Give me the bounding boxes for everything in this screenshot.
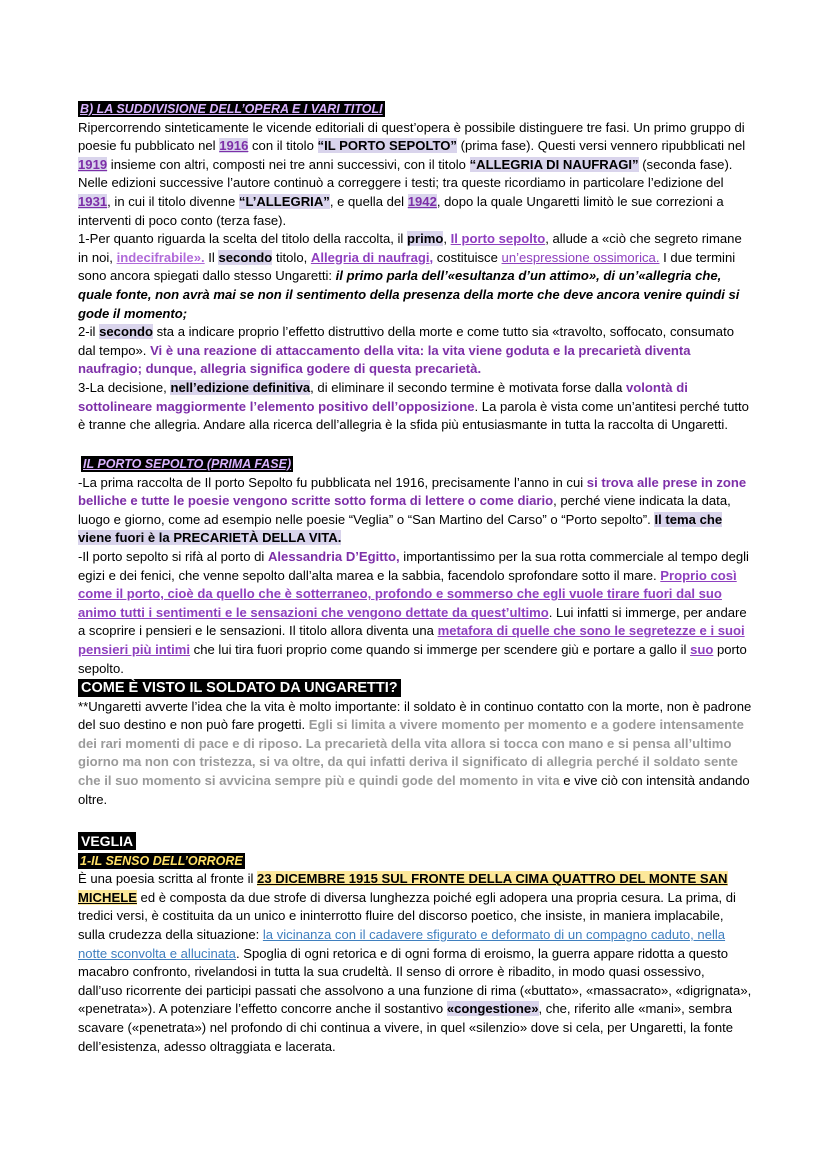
keyword-congestione: «congestione» <box>446 1001 539 1017</box>
text: importantissimo per la sua rotta commerciale al tempo degli egizi e dei fenici, che venne sepolto dall’alta marea e la sabbia, facendolo sprofondare sotto il mare. <box>78 548 749 583</box>
veglia-subheading: 1-IL SENSO DELL’ORRORE <box>80 853 243 868</box>
text: , allude a «ciò che segreto rimane in noi, <box>78 231 742 265</box>
paragraph-soldato <box>78 698 752 810</box>
text: **Ungaretti avverte l’idea che la vita è molto importante: il soldato è in continuo contatto con la morte, non è padrone del suo destino e non può fare progetti. <box>78 698 752 733</box>
keyword-edizione-definitiva: nell’edizione definitiva <box>170 379 311 395</box>
text: . Spoglia di ogni retorica e di ogni forma di eroismo, la guerra appare ridotta a questo macabro confronto, rivelandosi in tutta la sua crudeltà. Il senso di orrore è ribadito, in modo quasi ossessivo, dall’uso ricorrente dei participi passati che assolvono a una funzione di rima («buttato», «massacrato», «digrignata», «penetrata»). A potenziare l’effetto concorre anche il sostantivo <box>78 945 752 1017</box>
paragraph-prima-raccolta <box>78 474 752 548</box>
section-b-heading: B) LA SUDDIVISIONE DELL’OPERA E I VARI TITOLI <box>80 102 383 116</box>
keyword-porto-sepolto: Il porto sepolto <box>450 231 546 247</box>
quote-ungaretti: il primo parla dell’«esultanza d’un attimo», di un’«allegria che, quale fonte, non avrà mai se non il sentimento della presenza della morte che deve ancora venire quindi si gode il momento; <box>78 268 740 321</box>
highlight-cadavere: la vicinanza con il cadavere sfigurato e deformato di un compagno caduto, nella notte sconvolta e allucinata <box>78 926 726 961</box>
title-porto-sepolto: “IL PORTO SEPOLTO” <box>317 138 457 154</box>
text: con il titolo <box>248 138 318 154</box>
highlight-metafora: metafora di quelle che sono le segretezze e i suoi pensieri più intimi <box>78 623 745 657</box>
highlight-reazione: Vi è una reazione di attaccamento della vita: la vita viene goduta e la precarietà diventa naufragio; dunque, allegria significa godere di questa precarietà. <box>78 342 691 377</box>
porto-sepolto-heading: IL PORTO SEPOLTO (PRIMA FASE) <box>83 457 292 471</box>
paragraph-alessandria <box>78 548 752 678</box>
section-soldato <box>78 679 752 809</box>
text: , <box>443 231 451 247</box>
text: 3-La decisione, <box>78 379 171 395</box>
text: (prima fase). Questi versi vennero ripubblicati nel <box>456 138 746 154</box>
text: , in cui il titolo divenne <box>107 193 239 209</box>
text: titolo, <box>272 249 311 265</box>
title-allegria: “L’ALLEGRIA” <box>238 193 330 209</box>
veglia-heading: VEGLIA <box>78 832 136 850</box>
keyword-secondo-2: secondo <box>99 324 153 340</box>
highlight-date: 23 DICEMBRE 1915 SUL FRONTE DELLA CIMA QUATTRO DEL MONTE SAN MICHELE <box>78 871 728 905</box>
text: -La prima raccolta de Il porto Sepolto fu pubblicata nel 1916, precisamente l’anno in cui <box>78 474 587 490</box>
section-b <box>78 100 752 435</box>
text: È una poesia scritta al fronte il <box>78 871 258 887</box>
text: e vive ciò con intensità andando oltre. <box>78 772 750 807</box>
text: insieme con altri, composti nei tre anni successivi, con il titolo <box>107 156 470 172</box>
text: Ripercorrendo sinteticamente le vicende editoriali di quest’opera è possibile distinguere tre fasi. Un primo gruppo di poesie fu pubblicato nel <box>78 119 745 154</box>
text: . Lui infatti si immerge, per andare a scoprire i pensieri e le sensazioni. Il titolo allora diventa una <box>78 604 747 639</box>
text: 2-il <box>78 324 100 340</box>
text: (seconda fase). Nelle edizioni successive l’autore continuò a correggere i testi; tra queste ricordiamo in particolare l’edizione del <box>78 156 733 191</box>
paragraph-veglia <box>78 870 752 1056</box>
keyword-alessandria: Alessandria D’Egitto, <box>267 548 400 564</box>
keyword-suo: suo <box>690 641 714 657</box>
section-veglia <box>78 832 752 1056</box>
highlight-tema-precarieta: Il tema che viene fuori è la PRECARIETÀ DELLA VITA. <box>78 511 723 546</box>
text: costituisce <box>433 249 502 265</box>
year-1916: 1916 <box>219 138 249 154</box>
section-porto-sepolto <box>78 455 752 678</box>
highlight-momento: Egli si limita a vivere momento per momento e a godere intensamente dei rari momenti di pace e di riposo. La precarietà della vita allora si tocca con mano e si pensa all’ultimo giorno ma non con tristezza, si va oltre, da qui infatti deriva il significato di allegria perché il soldato sente che il suo momento si avvicina sempre più e quindi gode del momento in vita <box>78 717 744 788</box>
text: , di eliminare il secondo termine è motivata forse dalla <box>310 379 627 395</box>
paragraph-point-2 <box>78 323 752 379</box>
keyword-allegria-di-naufragi: Allegria di naufragi, <box>310 249 434 265</box>
paragraph-point-3 <box>78 379 752 435</box>
paragraph-point-1 <box>78 230 752 323</box>
year-1942: 1942 <box>407 193 437 209</box>
text: , e quella del <box>329 193 408 209</box>
text: sta a indicare proprio l’effetto distruttivo della morte e come tutto sia «travolto, soffocato, consumato dal tempo». <box>78 324 734 358</box>
highlight-zone-belliche: si trova alle prese in zone belliche e tutte le poesie vengono scritte sotto forma di lettere o come diario <box>78 474 747 509</box>
text: , dopo la quale Ungaretti limitò le sue correzioni a interventi di poco conto (terza fase). <box>78 193 724 228</box>
year-1931: 1931 <box>78 193 108 209</box>
paragraph-intro <box>78 119 752 231</box>
text: ed è composta da due strofe di diversa lunghezza poiché egli adopera una propria cesura. La prima, di tredici versi, è costituita da un unico e ininterrotto fluire del discorso poetico, che insiste, in maniera implacabile, sulla crudezza della situazione: <box>78 889 736 942</box>
keyword-indecifrabile: indecifrabile». <box>116 249 205 265</box>
text: I due termini sono ancora spiegati dallo stesso Ungaretti: <box>78 249 736 284</box>
text: Il <box>204 249 219 265</box>
soldato-heading: COME È VISTO IL SOLDATO DA UNGARETTI? <box>78 679 401 697</box>
text: che lui tira fuori proprio come quando si immerge per scendere giù e portare a gallo il <box>190 641 691 657</box>
text: -Il porto sepolto si rifà al porto di <box>78 548 268 564</box>
text: . La parola è vista come un’antitesi perché tutto è tranne che allegria. Andare alla ricerca dell’allegria è la sfida più entusiasmante in tutta la raccolta di Ungaretti. <box>78 398 749 433</box>
keyword-ossimorica: un’espressione ossimorica. <box>501 249 660 265</box>
highlight-volonta: volontà di sottolineare maggiormente l’elemento positivo dell’opposizione <box>78 379 688 414</box>
title-allegria-di-naufragi: “ALLEGRIA DI NAUFRAGI” <box>469 156 639 172</box>
text: porto sepolto. <box>78 641 747 676</box>
keyword-secondo: secondo <box>218 249 273 265</box>
text: , perché viene indicata la data, luogo e giorno, come ad esempio nelle poesie “Veglia” o “San Martino del Carso” o “Porto sepolto”. <box>78 493 731 527</box>
text: 1-Per quanto riguarda la scelta del titolo della raccolta, il <box>78 231 407 247</box>
year-1919: 1919 <box>78 156 108 172</box>
text: , che, riferito alle «mani», sembra scavare («penetrata») nel profondo di chi continua a vivere, in quel «silenzio» dove si cela, per Ungaretti, la fonte dell’esistenza, adesso oltraggiata e lacerata. <box>78 1001 734 1054</box>
highlight-proprio-cosi: Proprio così come il porto, cioè da quello che è sotterraneo, profondo e sommerso che egli vuole tirare fuori dal suo animo tutti i sentimenti e le sensazioni che vengono dettate da quest’ultimo <box>78 567 737 620</box>
keyword-primo: primo <box>406 231 444 247</box>
